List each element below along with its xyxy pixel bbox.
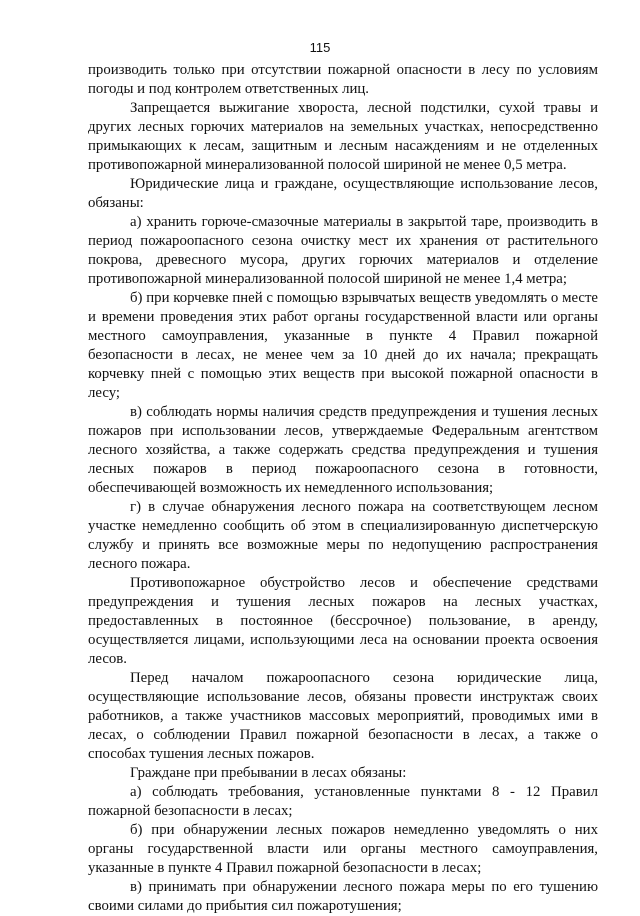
paragraph: Юридические лица и граждане, осуществляющие использование лесов, обязаны:	[88, 176, 598, 211]
paragraph: а) хранить горюче-смазочные материалы в закрытой таре, производить в период пожароопасного сезона очистку мест их хранения от растительного покрова, древесного мусора, других горючих материалов и отделение противопожарной минерализованной полосой шириной не менее 1,4 метра;	[88, 214, 598, 287]
page-number: 115	[309, 40, 331, 55]
paragraph: в) принимать при обнаружении лесного пожара меры по его тушению своими силами до прибытия сил пожаротушения;	[88, 879, 598, 914]
paragraph: б) при обнаружении лесных пожаров немедленно уведомлять о них органы государственной власти или органы местного самоуправления, указанные в пункте 4 Правил пожарной безопасности в лесах;	[88, 822, 598, 876]
paragraph: Перед началом пожароопасного сезона юридические лица, осуществляющие использование лесов, обязаны провести инструктаж своих работников, а также участников массовых мероприятий, проводимых ими в лесах, о соблюдении Правил пожарной безопасности в лесах, а также о способах тушения лесных пожаров.	[88, 670, 598, 762]
paragraph: б) при корчевке пней с помощью взрывчатых веществ уведомлять о месте и времени проведения этих работ органы государственной власти или органы местного самоуправления, указанные в пункте 4 Правил пожарной безопасности в лесах, не менее чем за 10 дней до их начала; прекращать корчевку пней с помощью этих веществ при высокой пожарной опасности в лесу;	[88, 290, 598, 401]
paragraph: Запрещается выжигание хвороста, лесной подстилки, сухой травы и других лесных горючих материалов на земельных участках, непосредственно примыкающих к лесам, защитным и лесным насаждениям и не отделенных противопожарной минерализованной полосой шириной не менее 0,5 метра.	[88, 100, 598, 173]
paragraph: в) соблюдать нормы наличия средств предупреждения и тушения лесных пожаров при использовании лесов, утверждаемые Федеральным агентством лесного хозяйства, а также содержать средства предупреждения и тушения лесных пожаров в период пожароопасного сезона в готовности, обеспечивающей возможность их немедленного использования;	[88, 404, 598, 496]
paragraph: г) в случае обнаружения лесного пожара на соответствующем лесном участке немедленно сообщить об этом в специализированную диспетчерскую службу и принять все возможные меры по недопущению распространения лесного пожара.	[88, 499, 598, 572]
paragraph: производить только при отсутствии пожарной опасности в лесу по условиям погоды и под контролем ответственных лиц.	[88, 62, 598, 97]
paragraph: а) соблюдать требования, установленные пунктами 8 - 12 Правил пожарной безопасности в лесах;	[88, 784, 598, 819]
paragraph: Граждане при пребывании в лесах обязаны:	[130, 765, 407, 781]
paragraph: Противопожарное обустройство лесов и обеспечение средствами предупреждения и тушения лесных пожаров на лесных участках, предоставленных в постоянное (бессрочное) пользование, в аренду, осуществляется лицами, использующими леса на основании проекта освоения лесов.	[88, 575, 598, 667]
body-text	[88, 61, 598, 916]
